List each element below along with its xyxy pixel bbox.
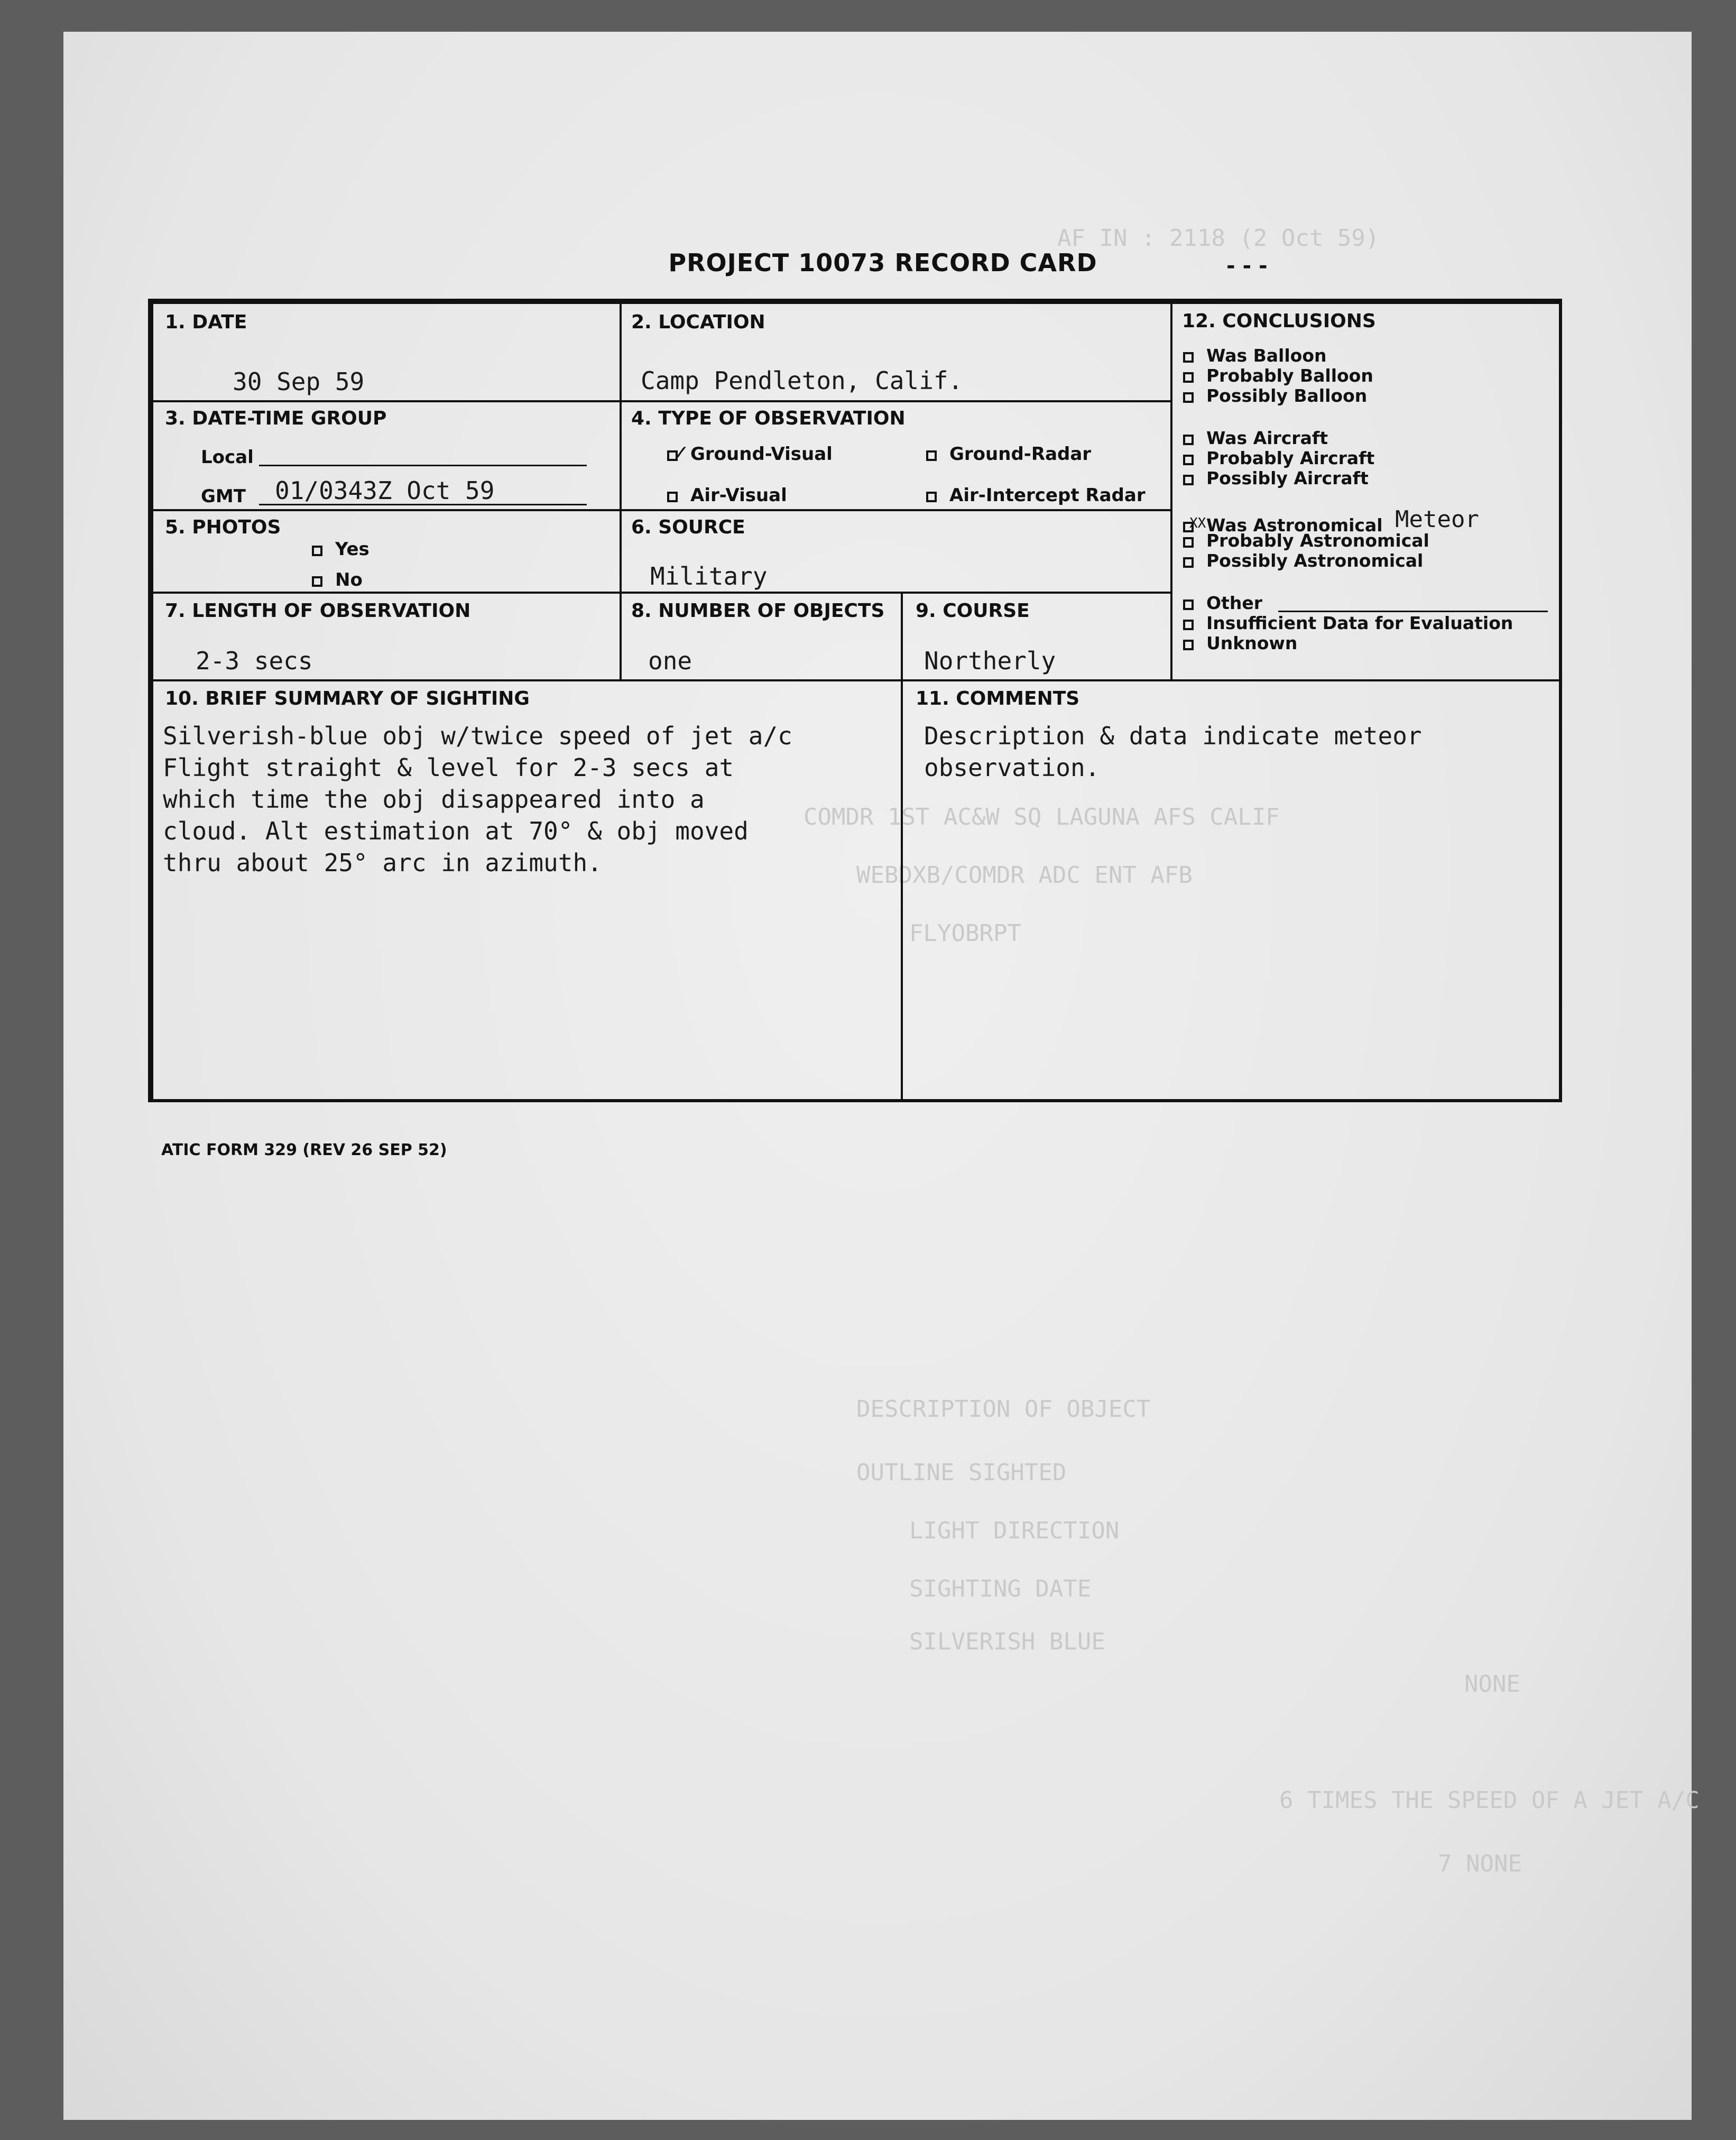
cell-brief-summary: [151, 679, 903, 1102]
type-label: 4. TYPE OF OBSERVATION: [631, 408, 906, 429]
bleed-through-line: NONE: [1464, 1671, 1520, 1698]
checkbox-icon: [1183, 557, 1194, 568]
checkbox-icon: [1183, 352, 1194, 363]
cell-location: [620, 302, 1172, 402]
conclusion-was-balloon: [1183, 345, 1327, 366]
date-value: 30 Sep 59: [233, 367, 365, 396]
option-photos-no: [312, 569, 363, 591]
bleed-through-line: AF IN : 2118 (2 Oct 59): [1057, 225, 1380, 252]
length-value: 2-3 secs: [196, 647, 313, 675]
option-label: Air-Visual: [690, 485, 787, 506]
conclusion-probably-balloon: [1183, 365, 1373, 386]
summary-label: 10. BRIEF SUMMARY OF SIGHTING: [165, 688, 530, 709]
card-title: PROJECT 10073 RECORD CARD: [668, 248, 1097, 277]
cell-conclusions: [1170, 302, 1562, 681]
checkbox-icon: [1183, 537, 1194, 548]
conclusion-other: [1183, 593, 1262, 613]
checkbox-icon: [1183, 455, 1194, 465]
summary-line: Flight straight & level for 2-3 secs at: [163, 753, 734, 782]
location-value: Camp Pendleton, Calif.: [641, 366, 963, 395]
gmt-field-line: [259, 504, 587, 505]
checkbox-checked: [312, 576, 322, 587]
bleed-through-line: LIGHT DIRECTION: [909, 1517, 1120, 1544]
conclusions-label: 12. CONCLUSIONS: [1182, 310, 1376, 332]
option-label: Possibly Balloon: [1206, 385, 1368, 406]
option-label: Other: [1206, 593, 1262, 613]
photos-label: 5. PHOTOS: [165, 516, 281, 538]
option-label: Possibly Aircraft: [1206, 468, 1369, 488]
location-label: 2. LOCATION: [631, 311, 765, 333]
meteor-annotation: Meteor: [1395, 506, 1479, 533]
checkbox-icon: [312, 546, 322, 556]
bleed-through-line: 7 NONE: [1438, 1850, 1522, 1877]
conclusion-probably-astronomical: [1183, 530, 1429, 551]
summary-line: thru about 25° arc in azimuth.: [163, 848, 602, 877]
local-label: Local: [201, 447, 254, 468]
gmt-value: 01/0343Z Oct 59: [275, 476, 495, 505]
summary-line: Silverish-blue obj w/twice speed of jet a/c: [163, 722, 792, 750]
conclusion-unknown: [1183, 633, 1297, 653]
bleed-through-line: OUTLINE SIGHTED: [856, 1459, 1067, 1486]
option-label: Ground-Radar: [949, 444, 1092, 465]
option-photos-yes: [312, 539, 370, 560]
cell-date-time-group: [151, 400, 622, 511]
checkbox-icon: [926, 450, 937, 461]
option-ground-visual: [667, 441, 833, 465]
bleed-through-line: COMDR 1ST AC&W SQ LAGUNA AFS CALIF: [804, 804, 1280, 831]
summary-line: cloud. Alt estimation at 70° & obj moved: [163, 817, 749, 845]
cell-photos: [151, 509, 622, 594]
checkbox-icon: [1183, 640, 1194, 650]
document-page: [63, 32, 1700, 2120]
cell-number-of-objects: [620, 592, 903, 681]
checkbox-icon: [1183, 435, 1194, 445]
conclusion-was-aircraft: [1183, 428, 1328, 448]
comments-line: observation.: [924, 753, 1100, 782]
option-label: Was Balloon: [1206, 345, 1327, 366]
conclusion-possibly-astronomical: [1183, 550, 1423, 571]
bleed-through-line: WEBDXB/COMDR ADC ENT AFB: [856, 862, 1193, 889]
option-label: Unknown: [1206, 633, 1298, 653]
option-label: Probably Balloon: [1206, 365, 1373, 386]
bleed-through-line: DESCRIPTION OF OBJECT: [856, 1396, 1151, 1423]
cell-date: [151, 302, 622, 402]
checkbox-icon: [1183, 620, 1194, 630]
summary-line: which time the obj disappeared into a: [163, 785, 705, 814]
option-air-intercept-radar: [926, 485, 1146, 506]
option-label: Probably Astronomical: [1206, 530, 1429, 551]
checkbox-checked: [667, 441, 689, 464]
date-label: 1. DATE: [165, 311, 247, 333]
option-label: Possibly Astronomical: [1206, 550, 1424, 571]
option-label: Was Astronomical: [1206, 515, 1383, 536]
course-label: 9. COURSE: [916, 600, 1030, 622]
objects-label: 8. NUMBER OF OBJECTS: [631, 600, 885, 622]
conclusion-insufficient-data: [1183, 613, 1513, 633]
length-label: 7. LENGTH OF OBSERVATION: [165, 600, 471, 622]
cell-source: [620, 509, 1172, 594]
checkbox-icon: [1183, 372, 1194, 383]
bleed-through-line: SIGHTING DATE: [909, 1575, 1092, 1602]
option-label: Insufficient Data for Evaluation: [1206, 613, 1513, 633]
dtg-label: 3. DATE-TIME GROUP: [165, 408, 387, 429]
bleed-through-line: FLYOBRPT: [909, 920, 1021, 947]
checkbox-icon: [1183, 475, 1194, 485]
bleed-through-line: 6 TIMES THE SPEED OF A JET A/C: [1279, 1787, 1700, 1814]
option-label: Was Aircraft: [1206, 428, 1328, 448]
option-label: Air-Intercept Radar: [949, 485, 1146, 506]
source-label: 6. SOURCE: [631, 516, 745, 538]
source-value: Military: [650, 562, 768, 591]
option-air-visual: [667, 485, 787, 506]
checkbox-icon: [667, 492, 678, 502]
record-card: [148, 299, 1562, 1102]
option-label: Probably Aircraft: [1206, 448, 1375, 468]
option-ground-radar: [926, 444, 1091, 465]
local-field-line: [259, 465, 587, 466]
form-number: ATIC FORM 329 (REV 26 SEP 52): [161, 1141, 447, 1159]
cell-type-of-observation: [620, 400, 1172, 511]
corner-mark: - - -: [1226, 254, 1268, 278]
option-label: Yes: [335, 539, 370, 560]
objects-value: one: [648, 647, 692, 675]
gmt-label: GMT: [201, 486, 246, 507]
conclusion-possibly-aircraft: [1183, 468, 1369, 488]
bleed-through-line: SILVERISH BLUE: [909, 1628, 1105, 1655]
course-value: Northerly: [924, 647, 1056, 675]
checkbox-icon: [1183, 599, 1194, 610]
conclusion-possibly-balloon: [1183, 385, 1367, 406]
xx-check-mark: XX: [1189, 515, 1206, 531]
other-field-line: [1278, 611, 1548, 612]
conclusion-probably-aircraft: [1183, 448, 1374, 468]
comments-line: Description & data indicate meteor: [924, 722, 1422, 750]
checkbox-icon: [926, 492, 937, 502]
cell-course: [901, 592, 1172, 681]
cell-comments: [901, 679, 1562, 1102]
check-mark-icon: ✓: [672, 441, 689, 464]
option-label: Ground-Visual: [690, 444, 833, 465]
option-label: No: [335, 569, 363, 591]
checkbox-icon: [1183, 392, 1194, 403]
comments-label: 11. COMMENTS: [916, 688, 1080, 709]
cell-length: [151, 592, 622, 681]
